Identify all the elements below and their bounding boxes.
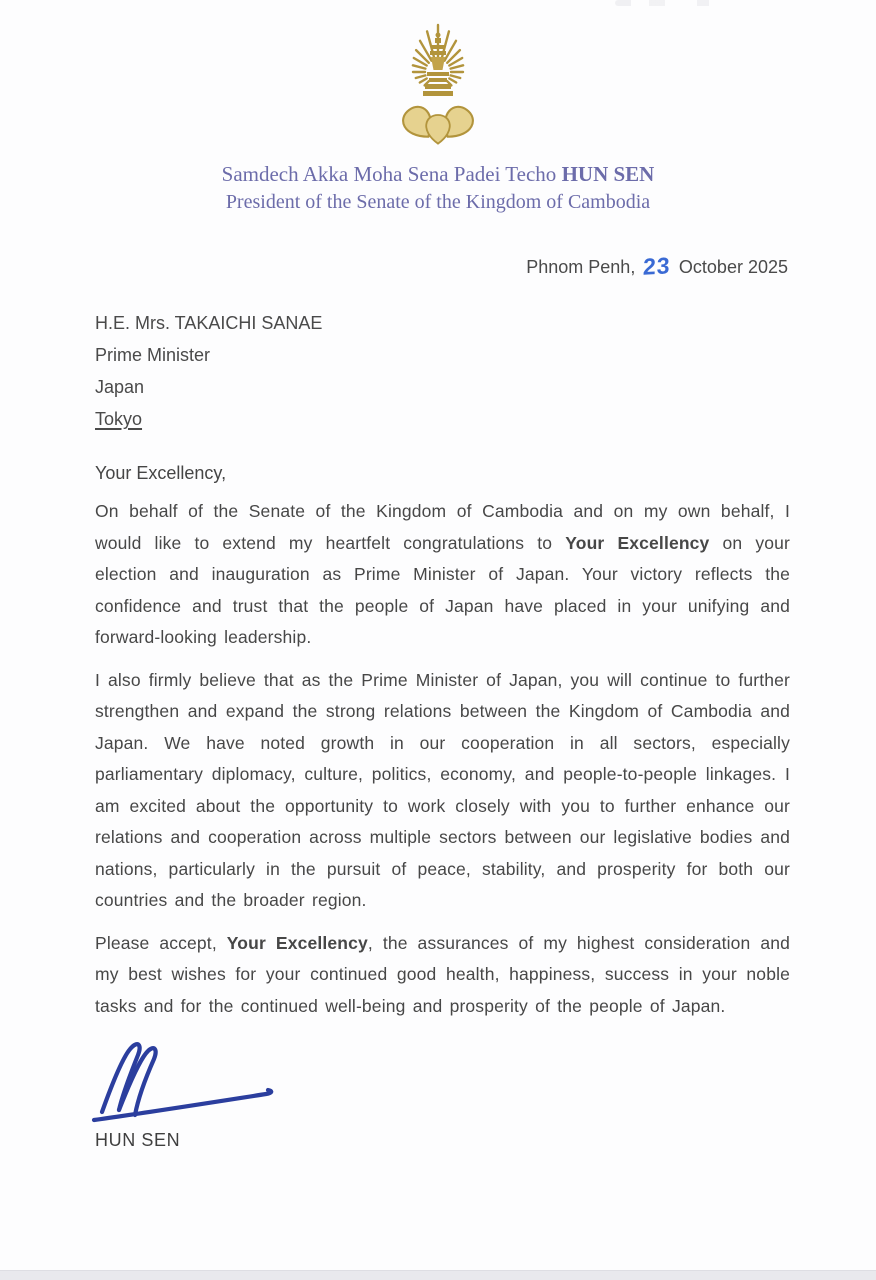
paragraph (95, 496, 790, 654)
body-text: On behalf of the Senate of the Kingdom of Cambodia and on my own behalf, I would like to extend my heartfelt congratulations to (95, 501, 790, 553)
signature (88, 1038, 876, 1124)
cambodia-royal-emblem-icon (390, 22, 486, 148)
handwritten-day: 23 (642, 252, 672, 280)
letterhead-title-name: HUN SEN (561, 162, 655, 186)
letterhead (0, 160, 876, 216)
paragraph (95, 928, 790, 1023)
dateline-month-year: October 2025 (673, 257, 788, 277)
letterhead-title-regular: Samdech Akka Moha Sena Padei Techo (221, 162, 562, 186)
recipient-block (0, 307, 876, 435)
letterhead-title (0, 160, 876, 188)
letter-body (0, 496, 876, 1022)
body-text: on your election and inauguration as Prime Minister of Japan. Your victory reflects the confidence and trust that the people of Japan have placed in your unifying and forward-looking leadership. (95, 532, 790, 647)
paragraph (95, 665, 790, 917)
signer-name: HUN SEN (95, 1130, 181, 1150)
dateline-place: Phnom Penh, (526, 257, 641, 277)
body-text: , the assurances of my highest consideration and my best wishes for your continued good health, happiness, success in your noble tasks and for the continued well-being and prosperity of the people of Japan. (95, 932, 790, 1016)
emphasis-text: Your Excellency (565, 532, 710, 553)
dateline (0, 252, 876, 279)
salutation: Your Excellency, (95, 463, 227, 483)
recipient-line: Japan (95, 377, 145, 397)
recipient-line: H.E. Mrs. TAKAICHI SANAE (95, 313, 323, 333)
recipient-line: Tokyo (95, 409, 143, 429)
recipient-line: Prime Minister (95, 345, 211, 365)
body-text: I also firmly believe that as the Prime Minister of Japan, you will continue to further strengthen and expand the strong relations between the Kingdom of Cambodia and Japan. We have noted growth in our cooperation in all sectors, especially parliamentary diplomacy, culture, politics, economy, and people-to-people linkages. I am excited about the opportunity to work closely with you to further enhance our relations and cooperation across multiple sectors between our legislative bodies and nations, particularly in the pursuit of peace, stability, and prosperity for both our countries and the broader region. (95, 669, 790, 910)
body-text: Please accept, (95, 932, 227, 953)
scan-artifact (615, 0, 775, 6)
letterhead-subtitle: President of the Senate of the Kingdom of Cambodia (225, 191, 651, 213)
emphasis-text: Your Excellency (226, 932, 368, 953)
page-bottom-edge (0, 1270, 876, 1280)
signature-ink-icon (88, 1038, 288, 1124)
